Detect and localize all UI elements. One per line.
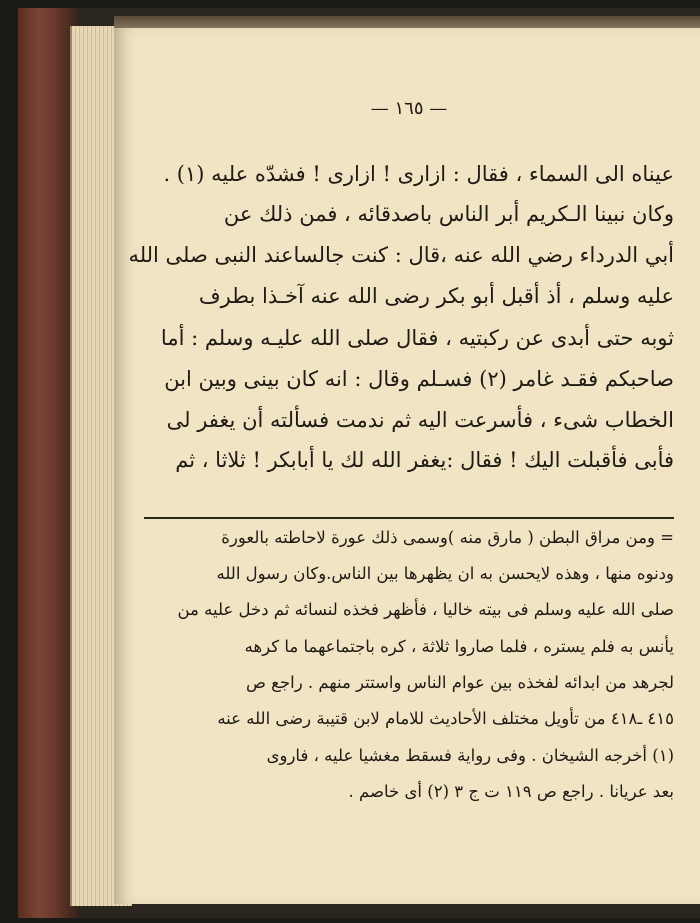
footnote-line: (١) أخرجه الشيخان . وفى رواية فسقط مغشيا عليه ، فاروى <box>266 746 674 765</box>
main-text-line: وكان نبينا الـكريم أبر الناس باصدقائه ، فمن ذلك عن <box>223 202 674 226</box>
footnote-line: يأنس به فلم يستره ، فلما صاروا ثلاثة ، كره باجتماعهما ما كرهه <box>244 637 674 656</box>
book-spine <box>18 8 78 918</box>
book-page <box>114 28 700 904</box>
footnote-line: = ومن مراق البطن ( مارق منه )وسمى ذلك عورة لاحاطته بالعورة <box>221 528 674 547</box>
page-number: — ١٦٥ — <box>370 98 448 119</box>
footnote-line: لجرهد من ابدائه لفخذه بين عوام الناس واستتر منهم . راجع ص <box>245 673 674 692</box>
main-text-line: الخطاب شىء ، فأسرعت اليه ثم ندمت فسألته أن يغفر لى <box>166 408 674 432</box>
footnote-line: ودنوه منها ، وهذه لايحسن به ان يظهرها بين الناس.وكان رسول الله <box>216 564 674 583</box>
footnote-line: صلى الله عليه وسلم فى بيته خاليا ، فأظهر فخذه لنسائه ثم دخل عليه من <box>177 600 674 619</box>
main-text-line: صاحبكم فقـد غامر (٢) فسـلم وقال : انه كان بينى وبين ابن <box>164 367 674 391</box>
main-text-line: عليه وسلم ، أذ أقبل أبو بكر رضى الله عنه آخـذا بطرف <box>198 284 674 308</box>
main-text-line: فأبى فأقبلت اليك ! فقال :يغفر الله لك يا أبابكر ! ثلاثا ، ثم <box>175 448 674 472</box>
main-text-line: أبي الدرداء رضي الله عنه ،قال : كنت جالساعند النبى صلى الله <box>128 243 674 267</box>
book <box>18 8 700 918</box>
main-text-line: ثوبه حتى أبدى عن ركبتيه ، فقال صلى الله عليـه وسلم : أما <box>160 326 674 350</box>
footnote-line: ٤١٥ ـ٤١٨ من تأويل مختلف الأحاديث للامام لابن قتيبة رضى الله عنه <box>217 709 674 728</box>
footnote-line: بعد عريانا . راجع ص ١١٩ ت ج ٣ (٢) أى خاصم . <box>348 782 674 801</box>
footnote-separator <box>144 517 674 519</box>
main-text-line: عيناه الى السماء ، فقال : ازارى ! ازارى ! فشدّه عليه (١) . <box>163 162 674 186</box>
